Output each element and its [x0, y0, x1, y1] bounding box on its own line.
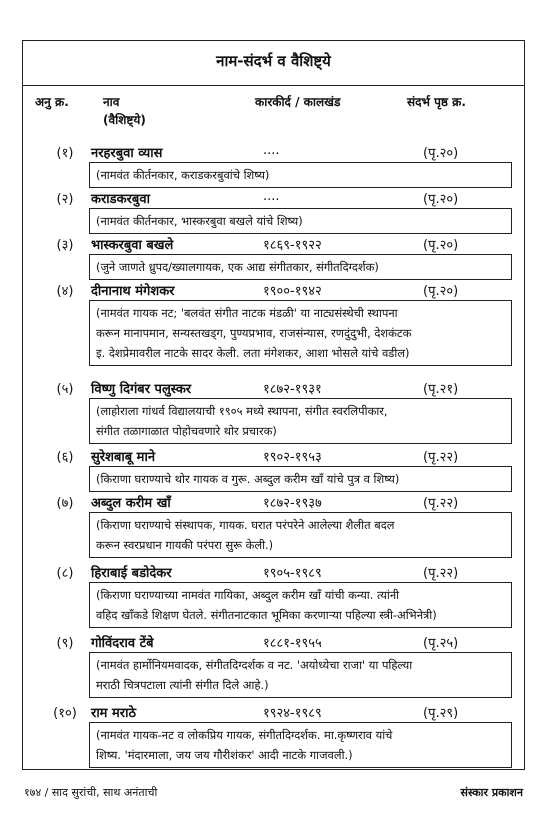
entry-number: (४): [56, 284, 74, 299]
entry-name: विष्णु दिगंबर पलुस्कर: [91, 382, 192, 397]
entry-name: नरहरबुवा व्यास: [91, 146, 163, 161]
entry-number: (६): [56, 450, 74, 465]
entry-description-line: (लाहोराला गांधर्व विद्यालयाची १९०५ मध्ये स्थापना, संगीत स्वरलिपीकार,: [96, 404, 388, 418]
entry-number: (९): [56, 636, 74, 651]
entry-description-line: (किराणा घराण्याचे संस्थापक, गायक. घरात परंपरेने आलेल्या शैलीत बदल: [96, 518, 395, 532]
entry-row: [23, 279, 524, 299]
entry-description-line: (जुने जाणते ध्रुपद/ख्यालगायक, एक आद्य संगीतकार, संगीतदिग्दर्शक): [96, 260, 379, 274]
entry-description-box: [89, 254, 512, 280]
entry-name: भास्करबुवा बखले: [91, 238, 174, 253]
entry-period: ....: [263, 143, 280, 158]
entry-row: [23, 701, 524, 721]
title-divider: [23, 85, 524, 86]
entry-description-box: [89, 208, 512, 234]
entry-page: (पृ.२१): [423, 382, 459, 397]
entry-number: (१): [56, 146, 74, 161]
entry-name: दीनानाथ मंगेशकर: [91, 284, 175, 299]
entry-name: राम मराठे: [91, 706, 136, 721]
header-page: संदर्भ पृष्ठ क्र.: [407, 95, 466, 109]
entry-description-box: [89, 398, 512, 444]
entry-description-line: (नामवंत कीर्तनकार, कराडकरबुवांचे शिष्य): [96, 168, 270, 182]
entry-row: [23, 445, 524, 465]
entry-description-line: (नामवंत हार्मोनियमवादक, संगीतदिग्दर्शक व नट. 'अयोध्येचा राजा' या पहिल्या: [96, 658, 413, 672]
entry-number: (५): [56, 382, 74, 397]
entry-period: १८७२-१९३७: [263, 496, 322, 511]
entry-row: [23, 631, 524, 651]
entry-description-line: शिष्य. 'मंदारमाला, जय जय गौरीशंकर' आदी नाटके गाजवली.): [96, 748, 353, 762]
entry-description-box: [89, 162, 512, 188]
entry-name: अब्दुल करीम खाँ: [91, 496, 171, 511]
footer-page-info: १७४ / साद सुरांची, साथ अनंताची: [24, 786, 158, 799]
header-name: नाव: [103, 95, 120, 109]
entry-page: (पृ.२०): [423, 192, 459, 207]
entry-row: [23, 377, 524, 397]
entry-name: हिराबाई बडोदेकर: [91, 566, 172, 581]
entry-period: १९०२-१९५३: [263, 450, 322, 465]
header-number: अनु क्र.: [35, 95, 69, 109]
entry-description-line: (नामवंत कीर्तनकार, भास्करबुवा बखले यांचे शिष्य): [96, 214, 303, 228]
entry-description-box: [89, 652, 512, 698]
entry-description-line: करून मानापमान, सन्यस्तखड्ग, पुण्यप्रभाव, राजसंन्यास, रणदुंदुभी, देशकंटक: [96, 326, 412, 340]
entry-row: [23, 187, 524, 207]
entry-name: कराडकरबुवा: [91, 192, 150, 207]
entry-page: (पृ.२५): [423, 636, 459, 651]
entry-description-box: [89, 512, 512, 558]
entry-description-box: [89, 582, 512, 628]
entry-page: (पृ.२२): [423, 496, 459, 511]
entry-page: (पृ.२०): [423, 238, 459, 253]
reference-table-frame: [22, 40, 525, 770]
entry-description-line: (नामवंत गायक-नट व लोकप्रिय गायक, संगीतदिग्दर्शक. मा.कृष्णराव यांचे: [96, 728, 393, 742]
entry-number: (२): [56, 192, 74, 207]
footer-publisher: संस्कार प्रकाशन: [460, 786, 523, 799]
entry-row: [23, 141, 524, 161]
header-period: कारकीर्द / कालखंड: [255, 95, 341, 109]
entry-name: सुरेशबाबू माने: [91, 450, 156, 465]
entry-period: १९२४-१९८९: [263, 706, 322, 721]
entry-description-line: (नामवंत गायक नट; 'बलवंत संगीत नाटक मंडळी' या नाट्यसंस्थेची स्थापना: [96, 306, 398, 320]
entry-number: (८): [56, 566, 74, 581]
entry-description-line: मराठी चित्रपटाला त्यांनी संगीत दिले आहे.): [96, 678, 269, 692]
entry-page: (पृ.२०): [423, 146, 459, 161]
entry-period: ....: [263, 189, 280, 204]
page-title: नाम-संदर्भ व वैशिष्ट्ये: [216, 52, 331, 70]
entry-description-box: [89, 300, 512, 366]
entry-page: (पृ.२२): [423, 566, 459, 581]
entry-period: १८७२-१९३१: [263, 382, 322, 397]
entry-number: (३): [56, 238, 74, 253]
entry-description-line: वहिद खाँकडे शिक्षण घेतले. संगीतनाटकात भूमिका करणाऱ्या पहिल्या स्त्री-अभिनेत्री): [96, 608, 437, 622]
entry-number: (१०): [53, 706, 77, 721]
entry-description-box: [89, 466, 512, 492]
entry-description-box: [89, 722, 512, 768]
entry-number: (७): [56, 496, 74, 511]
entry-description-line: संगीत तळागाळात पोहोचवणारे थोर प्रचारक): [96, 424, 277, 438]
entry-page: (पृ.२०): [423, 284, 459, 299]
entry-page: (पृ.२२): [423, 450, 459, 465]
entry-description-line: (किराणा घराण्याच्या नामवंत गायिका, अब्दुल करीम खाँ यांची कन्या. त्यांनी: [96, 588, 400, 602]
entry-description-line: इ. देशप्रेमावरील नाटके सादर केली. लता मंगेशकर, आशा भोसले यांचे वडील): [96, 346, 410, 360]
entry-row: [23, 561, 524, 581]
entry-description-line: (किराणा घराण्याचे थोर गायक व गुरू. अब्दुल करीम खाँ यांचे पुत्र व शिष्य): [96, 472, 400, 486]
entry-description-line: करून स्वरप्रधान गायकी परंपरा सुरू केली.): [96, 538, 274, 552]
header-name-sub: (वैशिष्ट्ये): [103, 113, 146, 127]
entry-period: १९०५-१९८९: [263, 566, 322, 581]
entry-row: [23, 491, 524, 511]
entry-period: १९००-१९४२: [263, 284, 322, 299]
entry-period: १८६९-१९२२: [263, 238, 322, 253]
entry-row: [23, 233, 524, 253]
entry-period: १८८१-१९५५: [263, 636, 322, 651]
entry-page: (पृ.२९): [423, 706, 459, 721]
entry-name: गोविंदराव टेंबे: [91, 636, 154, 651]
